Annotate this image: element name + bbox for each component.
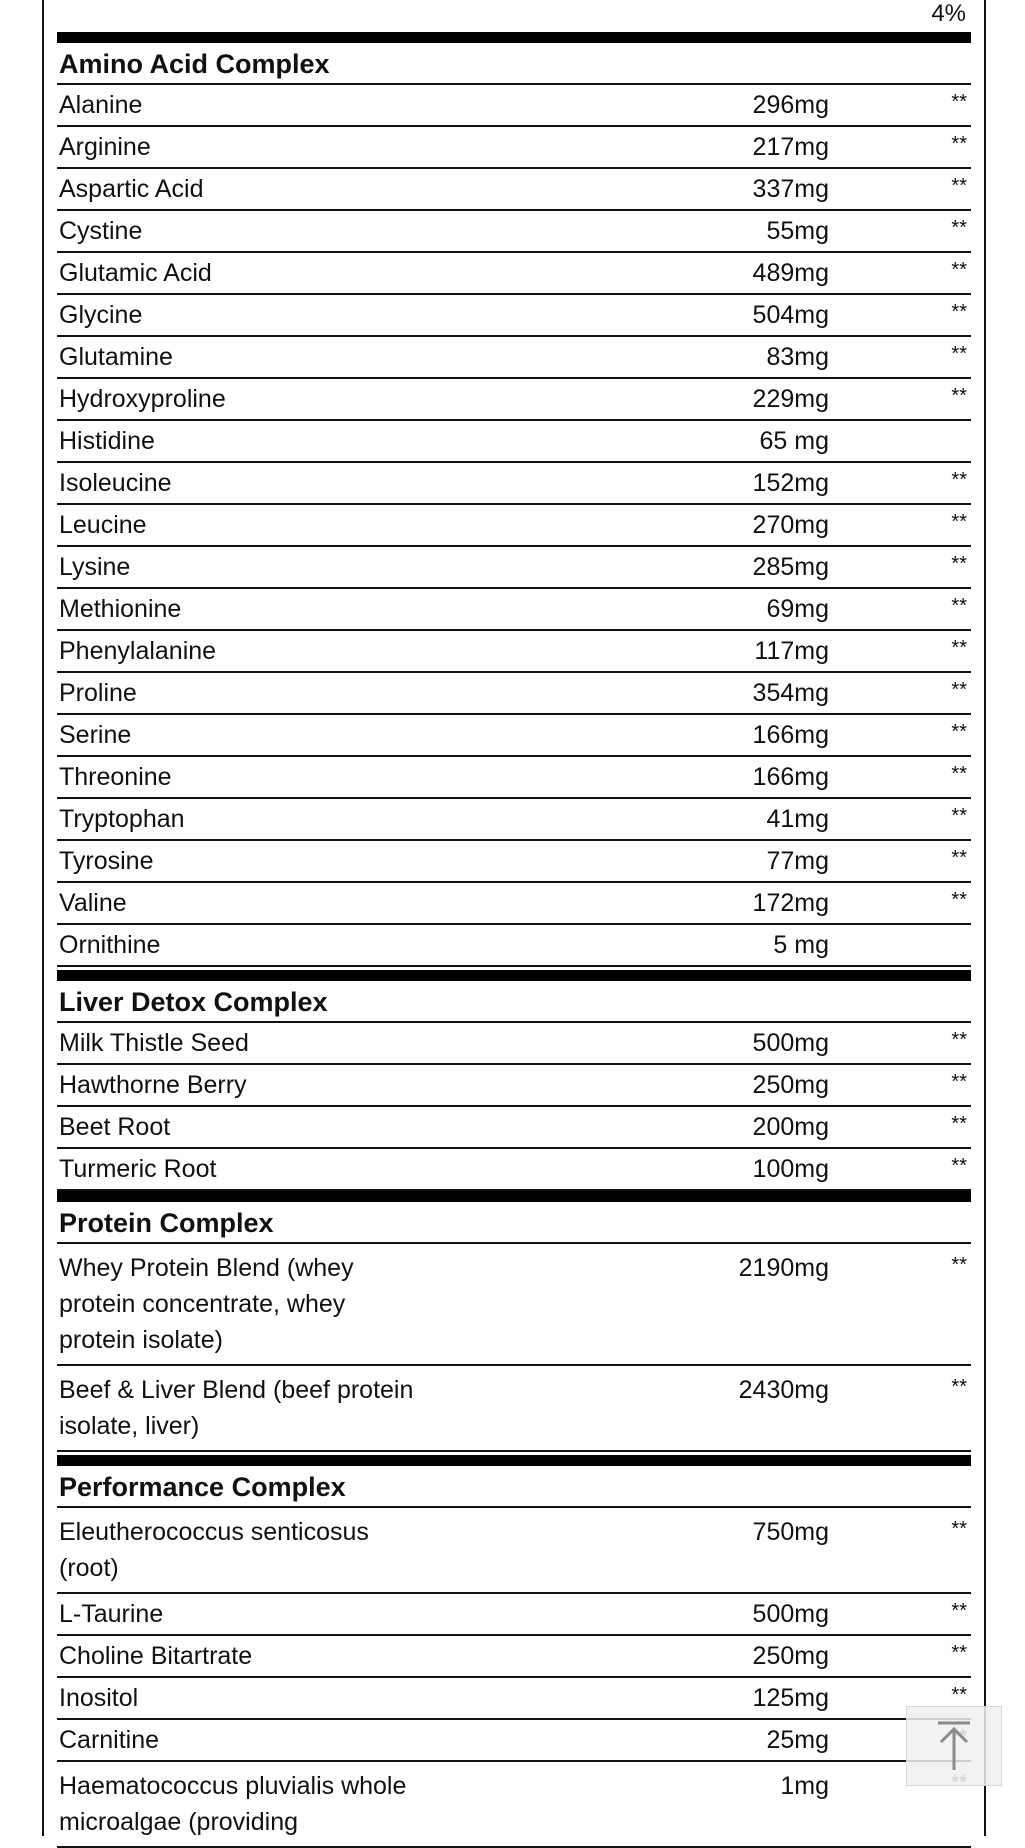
ingredient-name: Ornithine	[59, 930, 161, 959]
ingredient-amount: 65 mg	[759, 426, 829, 455]
ingredient-amount: 500mg	[752, 1599, 829, 1628]
section-divider	[57, 32, 971, 43]
ingredient-daily-value: **	[951, 1113, 967, 1135]
ingredient-name: Isoleucine	[59, 468, 172, 497]
ingredient-row	[57, 127, 971, 169]
ingredient-name: Beet Root	[59, 1112, 171, 1141]
ingredient-row	[57, 883, 971, 925]
ingredient-name: Turmeric Root	[59, 1154, 217, 1183]
ingredient-amount: 200mg	[752, 1112, 829, 1141]
ingredient-row	[57, 757, 971, 799]
ingredient-row	[57, 1023, 971, 1065]
ingredient-amount: 500mg	[752, 1028, 829, 1057]
ingredient-row	[57, 1244, 971, 1366]
ingredient-name: Lysine	[59, 552, 131, 581]
section-rows-performance	[57, 1508, 971, 1848]
ingredient-daily-value: **	[951, 763, 967, 785]
ingredient-daily-value: **	[951, 385, 967, 407]
ingredient-daily-value: **	[951, 1029, 967, 1051]
ingredient-daily-value: **	[951, 889, 967, 911]
section-title-performance: Performance Complex	[57, 1466, 971, 1508]
ingredient-row	[57, 1366, 971, 1452]
ingredient-amount: 25mg	[766, 1725, 829, 1754]
ingredient-daily-value: **	[951, 1071, 967, 1093]
ingredient-name: Aspartic Acid	[59, 174, 204, 203]
ingredient-amount: 337mg	[752, 174, 829, 203]
ingredient-daily-value: **	[951, 805, 967, 827]
ingredient-name: Carnitine	[59, 1725, 160, 1754]
ingredient-row	[57, 1678, 971, 1720]
ingredient-name: Tyrosine	[59, 846, 154, 875]
ingredient-daily-value: **	[951, 1600, 967, 1622]
ingredient-daily-value: **	[951, 1155, 967, 1177]
ingredient-amount: 750mg	[752, 1518, 829, 1546]
ingredient-row	[57, 715, 971, 757]
ingredient-row	[57, 589, 971, 631]
ingredient-name: Alanine	[59, 90, 143, 119]
ingredient-amount: 125mg	[752, 1683, 829, 1712]
ingredient-amount: 2190mg	[738, 1254, 829, 1282]
ingredient-name: Inositol	[59, 1683, 139, 1712]
ingredient-daily-value: **	[951, 91, 967, 113]
ingredient-daily-value: **	[951, 133, 967, 155]
daily-value-percent: 4%	[931, 0, 966, 27]
ingredient-daily-value: **	[951, 553, 967, 575]
ingredient-amount: 296mg	[752, 90, 829, 119]
ingredient-amount: 504mg	[752, 300, 829, 329]
ingredient-name: Cystine	[59, 216, 143, 245]
ingredient-daily-value: **	[951, 1518, 967, 1540]
ingredient-amount: 166mg	[752, 720, 829, 749]
ingredient-name: Milk Thistle Seed	[59, 1028, 249, 1057]
ingredient-amount: 2430mg	[738, 1376, 829, 1404]
ingredient-name: Haematococcus pluvialis whole microalgae (providing	[59, 1772, 407, 1836]
ingredient-row	[57, 379, 971, 421]
ingredient-amount: 77mg	[766, 846, 829, 875]
ingredient-amount: 489mg	[752, 258, 829, 287]
section-title-protein: Protein Complex	[57, 1202, 971, 1244]
ingredient-name: Histidine	[59, 426, 155, 455]
ingredient-name: Glycine	[59, 300, 143, 329]
ingredient-daily-value: **	[951, 259, 967, 281]
ingredient-amount: 100mg	[752, 1154, 829, 1183]
section-title-liver: Liver Detox Complex	[57, 981, 971, 1023]
arrow-up-icon	[934, 1720, 974, 1772]
ingredient-row	[57, 1762, 971, 1848]
ingredient-daily-value: **	[951, 595, 967, 617]
ingredient-daily-value: **	[951, 511, 967, 533]
ingredient-name: Methionine	[59, 594, 182, 623]
ingredient-amount: 5 mg	[773, 930, 829, 959]
ingredient-daily-value: **	[951, 469, 967, 491]
ingredient-daily-value: **	[951, 637, 967, 659]
ingredient-row	[57, 505, 971, 547]
ingredient-name: Hydroxyproline	[59, 384, 226, 413]
ingredient-row	[57, 547, 971, 589]
section-divider	[57, 1455, 971, 1466]
supplement-facts-panel	[42, 0, 986, 1836]
ingredient-daily-value	[829, 421, 971, 427]
ingredient-row	[57, 631, 971, 673]
ingredient-name: Eleutherococcus senticosus (root)	[59, 1518, 369, 1582]
ingredient-name: Hawthorne Berry	[59, 1070, 247, 1099]
ingredient-row	[57, 211, 971, 253]
ingredient-daily-value: **	[951, 175, 967, 197]
ingredient-amount: 217mg	[752, 132, 829, 161]
ingredient-row	[57, 841, 971, 883]
ingredient-name: Threonine	[59, 762, 172, 791]
ingredient-name: Beef & Liver Blend (beef protein isolate, liver)	[59, 1376, 414, 1440]
ingredient-row	[57, 673, 971, 715]
ingredient-daily-value: **	[951, 343, 967, 365]
ingredient-row	[57, 295, 971, 337]
ingredient-name: Glutamic Acid	[59, 258, 212, 287]
ingredient-amount: 1mg	[780, 1772, 829, 1800]
ingredient-amount: 166mg	[752, 762, 829, 791]
ingredient-amount: 250mg	[752, 1641, 829, 1670]
ingredient-amount: 152mg	[752, 468, 829, 497]
ingredient-name: Serine	[59, 720, 132, 749]
ingredient-row	[57, 337, 971, 379]
ingredient-amount: 117mg	[754, 636, 829, 665]
ingredient-row	[57, 421, 971, 463]
section-divider	[57, 970, 971, 981]
section-rows-liver	[57, 1023, 971, 1191]
ingredient-row	[57, 799, 971, 841]
scroll-to-top-button[interactable]	[906, 1706, 1002, 1786]
ingredient-name: Whey Protein Blend (whey protein concentrate, whey protein isolate)	[59, 1254, 354, 1354]
ingredient-row	[57, 463, 971, 505]
ingredient-row	[57, 253, 971, 295]
ingredient-name: Arginine	[59, 132, 151, 161]
ingredient-row	[57, 1508, 971, 1594]
ingredient-daily-value: **	[951, 1254, 967, 1276]
ingredient-name: Valine	[59, 888, 127, 917]
ingredient-amount: 83mg	[766, 342, 829, 371]
ingredient-daily-value: **	[951, 847, 967, 869]
ingredient-row	[57, 1720, 971, 1762]
section-rows-amino	[57, 85, 971, 967]
ingredient-daily-value: **	[951, 679, 967, 701]
ingredient-row	[57, 1149, 971, 1191]
ingredient-row	[57, 925, 971, 967]
ingredient-amount: 229mg	[752, 384, 829, 413]
ingredient-row	[57, 85, 971, 127]
facts-table	[57, 32, 971, 1848]
ingredient-amount: 250mg	[752, 1070, 829, 1099]
section-rows-protein	[57, 1244, 971, 1452]
ingredient-row	[57, 1594, 971, 1636]
ingredient-name: L-Taurine	[59, 1599, 164, 1628]
ingredient-name: Leucine	[59, 510, 147, 539]
ingredient-amount: 270mg	[752, 510, 829, 539]
ingredient-row	[57, 1065, 971, 1107]
ingredient-amount: 172mg	[752, 888, 829, 917]
ingredient-amount: 41mg	[766, 804, 829, 833]
ingredient-amount: 69mg	[766, 594, 829, 623]
ingredient-daily-value: **	[951, 721, 967, 743]
ingredient-daily-value: **	[951, 1376, 967, 1398]
ingredient-name: Glutamine	[59, 342, 173, 371]
section-divider	[57, 1191, 971, 1202]
ingredient-name: Choline Bitartrate	[59, 1641, 253, 1670]
ingredient-name: Tryptophan	[59, 804, 185, 833]
ingredient-daily-value: **	[951, 301, 967, 323]
ingredient-amount: 285mg	[752, 552, 829, 581]
ingredient-daily-value: **	[951, 1642, 967, 1664]
ingredient-daily-value: **	[951, 1684, 967, 1706]
ingredient-amount: 354mg	[752, 678, 829, 707]
section-title-amino: Amino Acid Complex	[57, 43, 971, 85]
ingredient-row	[57, 169, 971, 211]
ingredient-row	[57, 1107, 971, 1149]
ingredient-name: Proline	[59, 678, 137, 707]
ingredient-row	[57, 1636, 971, 1678]
ingredient-name: Phenylalanine	[59, 636, 217, 665]
ingredient-daily-value: **	[951, 217, 967, 239]
ingredient-amount: 55mg	[766, 216, 829, 245]
ingredient-daily-value	[829, 925, 971, 931]
